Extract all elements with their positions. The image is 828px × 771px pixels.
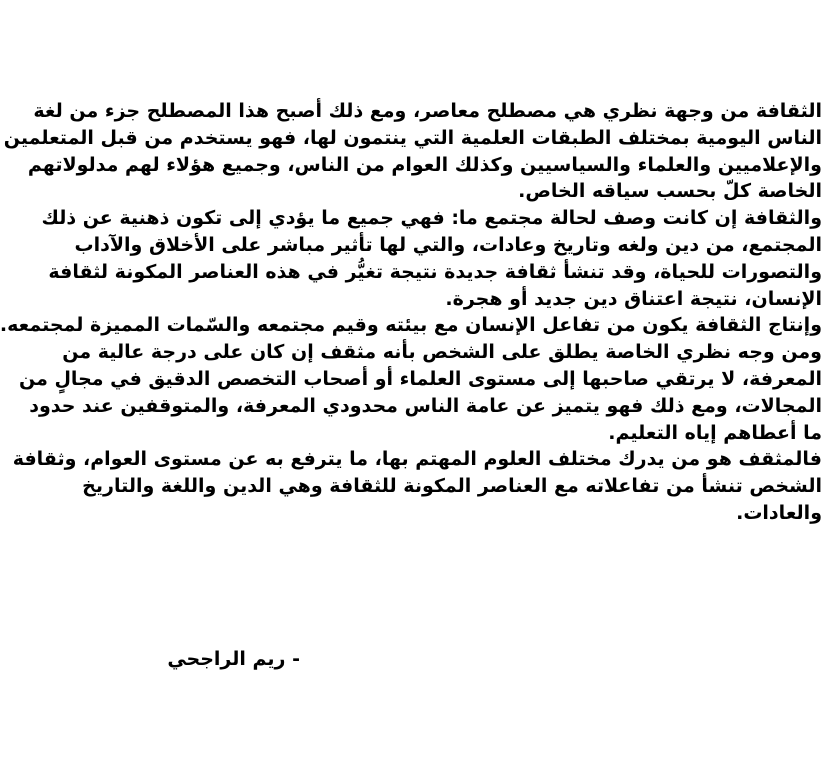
text-line: والعادات.	[736, 501, 822, 524]
text-line: ما أعطاهم إياه التعليم.	[608, 421, 822, 444]
text-line: وإنتاج الثقافة يكون من تفاعل الإنسان مع بيئته وقيم مجتمعه والسّمات المميزة لمجتمعه.	[0, 314, 822, 337]
text-line: فالمثقف هو من يدرك مختلف العلوم المهتم بها، ما يترفع به عن مستوى العوام، وثقافة	[12, 448, 822, 471]
text-line: الناس اليومية بمختلف الطبقات العلمية التي ينتمون لها، فهو يستخدم من قبل المتعلمين	[3, 126, 822, 149]
text-line: والإعلاميين والعلماء والسياسيين وكذلك العوام من الناس، وجميع هؤلاء لهم مدلولاتهم	[27, 153, 822, 176]
article-body	[0, 98, 822, 527]
text-line: الشخص تنشأ من تفاعلاته مع العناصر المكونة للثقافة وهي الدين واللغة والتاريخ	[82, 475, 822, 498]
text-line: المجتمع، من دين ولغه وتاريخ وعادات، والتي لها تأثير مباشر على الأخلاق والآداب	[74, 233, 822, 256]
text-line: الخاصة كلّ بحسب سياقه الخاص.	[518, 180, 822, 203]
text-line: الثقافة من وجهة نظري هي مصطلح معاصر، ومع ذلك أصبح هذا المصطلح جزء من لغة	[33, 100, 822, 122]
text-line: والتصورات للحياة، وقد تنشأ ثقافة جديدة نتيجة تغيُّر في هذه العناصر المكونة لثقافة	[48, 260, 822, 283]
text-line: ومن وجه نظري الخاصة يطلق على الشخص بأنه مثقف إن كان على درجة عالية من	[62, 341, 822, 364]
text-line: والثقافة إن كانت وصف لحالة مجتمع ما: فهي جميع ما يؤدي إلى تكون ذهنية عن ذلك	[41, 207, 822, 230]
text-line: المعرفة، لا يرتقي صاحبها إلى مستوى العلماء أو أصحاب التخصص الدقيق في مجالٍ من	[18, 367, 822, 390]
text-line: الإنسان، نتيجة اعتناق دين جديد أو هجرة.	[445, 287, 822, 310]
author-signature: - ريم الراجحي	[167, 648, 300, 670]
text-line: المجالات، ومع ذلك فهو يتميز عن عامة الناس محدودي المعرفة، والمتوقفين عند حدود	[29, 394, 822, 417]
